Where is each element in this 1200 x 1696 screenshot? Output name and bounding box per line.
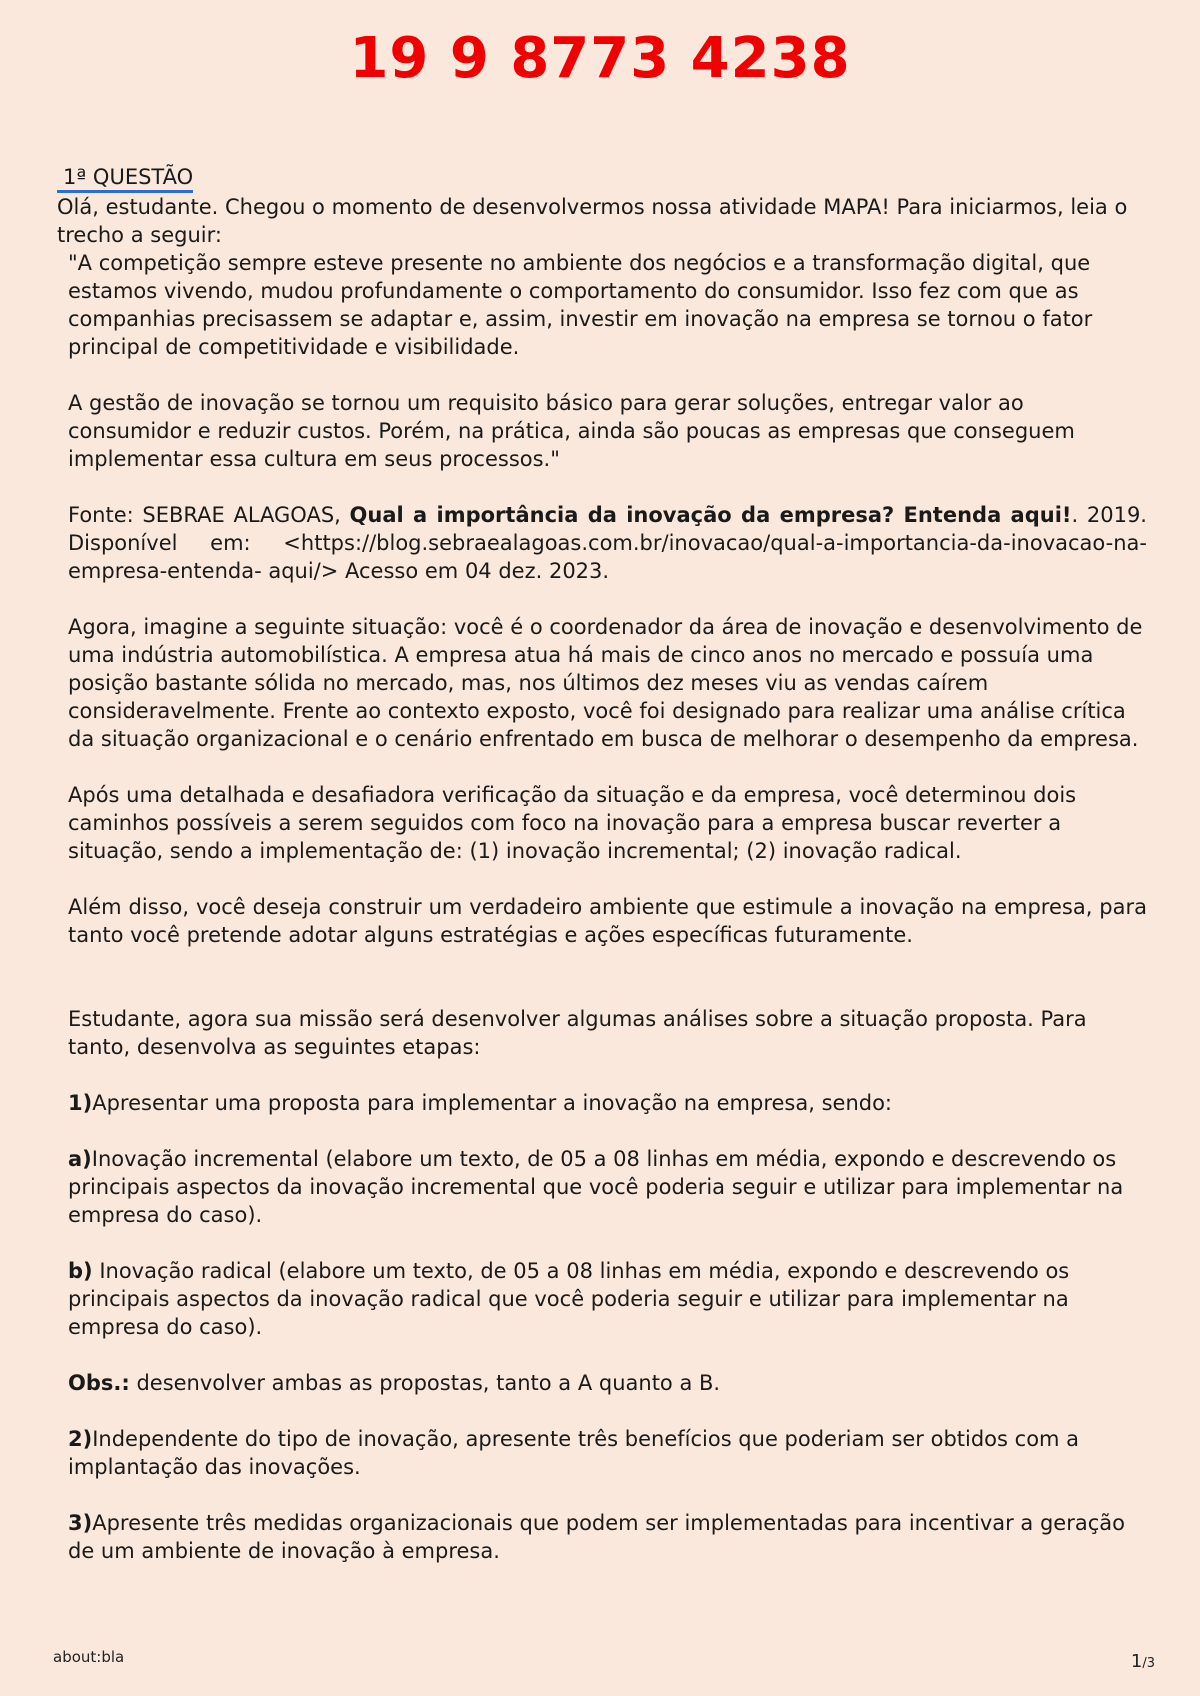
step-1-label: 1): [68, 1091, 93, 1115]
question-title: 1ª QUESTÃO: [57, 164, 193, 193]
step-1: [68, 1089, 1147, 1117]
step-2-text: Independente do tipo de inovação, apresente três benefícios que poderiam ser obtidos com a implantação das inovações.: [68, 1427, 1080, 1479]
step-a-text: Inovação incremental (elabore um texto, de 05 a 08 linhas em média, expondo e descrevendo os principais aspectos da inovação incremental que você poderia seguir e utilizar para implementar na empresa do caso).: [68, 1147, 1124, 1227]
obs-label: Obs.:: [68, 1371, 130, 1395]
step-3-text: Apresente três medidas organizacionais que podem ser implementadas para incentivar a geração de um ambiente de inovação à empresa.: [68, 1511, 1125, 1563]
mission-paragraph: Estudante, agora sua missão será desenvolver algumas análises sobre a situação proposta. Para tanto, desenvolva as seguintes etapas:: [68, 1007, 1087, 1059]
quote-paragraph-1: "A competição sempre esteve presente no ambiente dos negócios e a transformação digital, que estamos vivendo, mudou profundamente o comportamento do consumidor. Isso fez com que as companhias precisassem se adaptar e, assim, investir em inovação na empresa se tornou o fator principal de competitividade e visibilidade.: [68, 251, 1093, 359]
obs-text: desenvolver ambas as propostas, tanto a A quanto a B.: [129, 1371, 721, 1395]
footer-url: about:bla: [53, 1648, 125, 1666]
step-a-label: a): [68, 1147, 92, 1171]
step-b: [68, 1257, 1147, 1341]
page-total: /3: [1142, 1656, 1155, 1671]
question-content: [57, 163, 1147, 1565]
source-citation: [68, 501, 1147, 585]
intro-text: Olá, estudante. Chegou o momento de desenvolvermos nossa atividade MAPA! Para iniciarmos, leia o trecho a seguir:: [57, 195, 1128, 247]
obs-note: [68, 1369, 1147, 1397]
step-2-label: 2): [68, 1427, 93, 1451]
step-b-text: Inovação radical (elabore um texto, de 05 a 08 linhas em média, expondo e descrevendo os principais aspectos da inovação radical que você poderia seguir e utilizar para implementar na empresa do caso).: [68, 1259, 1070, 1339]
quote-paragraph-2: A gestão de inovação se tornou um requisito básico para gerar soluções, entregar valor ao consumidor e reduzir custos. Porém, na prática, ainda são poucas as empresas que conseguem implementar essa cultura em seus processos.": [68, 391, 1075, 471]
source-suffix: . 2019. Disponível em: <https://blog.sebraealagoas.com.br/inovacao/qual-a-importancia-da-inovacao-na-empresa-entenda- aqui/> Acesso em 04 dez. 2023.: [68, 503, 1147, 583]
paths-paragraph: Após uma detalhada e desafiadora verificação da situação e da empresa, você determinou dois caminhos possíveis a serem seguidos com foco na inovação para a empresa buscar reverter a situação, sendo a implementação de: (1) inovação incremental; (2) inovação radical.: [68, 783, 1077, 863]
step-3-label: 3): [68, 1511, 93, 1535]
question-body: [68, 249, 1147, 1565]
source-prefix: Fonte: SEBRAE ALAGOAS,: [68, 503, 350, 527]
situation-paragraph: Agora, imagine a seguinte situação: você é o coordenador da área de inovação e desenvolvimento de uma indústria automobilística. A empresa atua há mais de cinco anos no mercado e possuía uma posição bastante sólida no mercado, mas, nos últimos dez meses viu as vendas caírem consideravelmente. Frente ao contexto exposto, você foi designado para realizar uma análise crítica da situação organizacional e o cenário enfrentado em busca de melhorar o desempenho da empresa.: [68, 615, 1143, 751]
step-3: [68, 1509, 1147, 1565]
page-current: 1: [1130, 1651, 1143, 1672]
step-1-text: Apresentar uma proposta para implementar a inovação na empresa, sendo:: [92, 1091, 893, 1115]
environment-paragraph: Além disso, você deseja construir um verdadeiro ambiente que estimule a inovação na empresa, para tanto você pretende adotar alguns estratégias e ações específicas futuramente.: [68, 895, 1147, 947]
step-2: [68, 1425, 1147, 1481]
source-title: Qual a importância da inovação da empresa? Entenda aqui!: [349, 503, 1072, 527]
step-a: [68, 1145, 1147, 1229]
step-b-label: b): [68, 1259, 93, 1283]
page-counter: [1131, 1651, 1155, 1672]
phone-number-header: 19 9 8773 4238: [349, 26, 851, 91]
